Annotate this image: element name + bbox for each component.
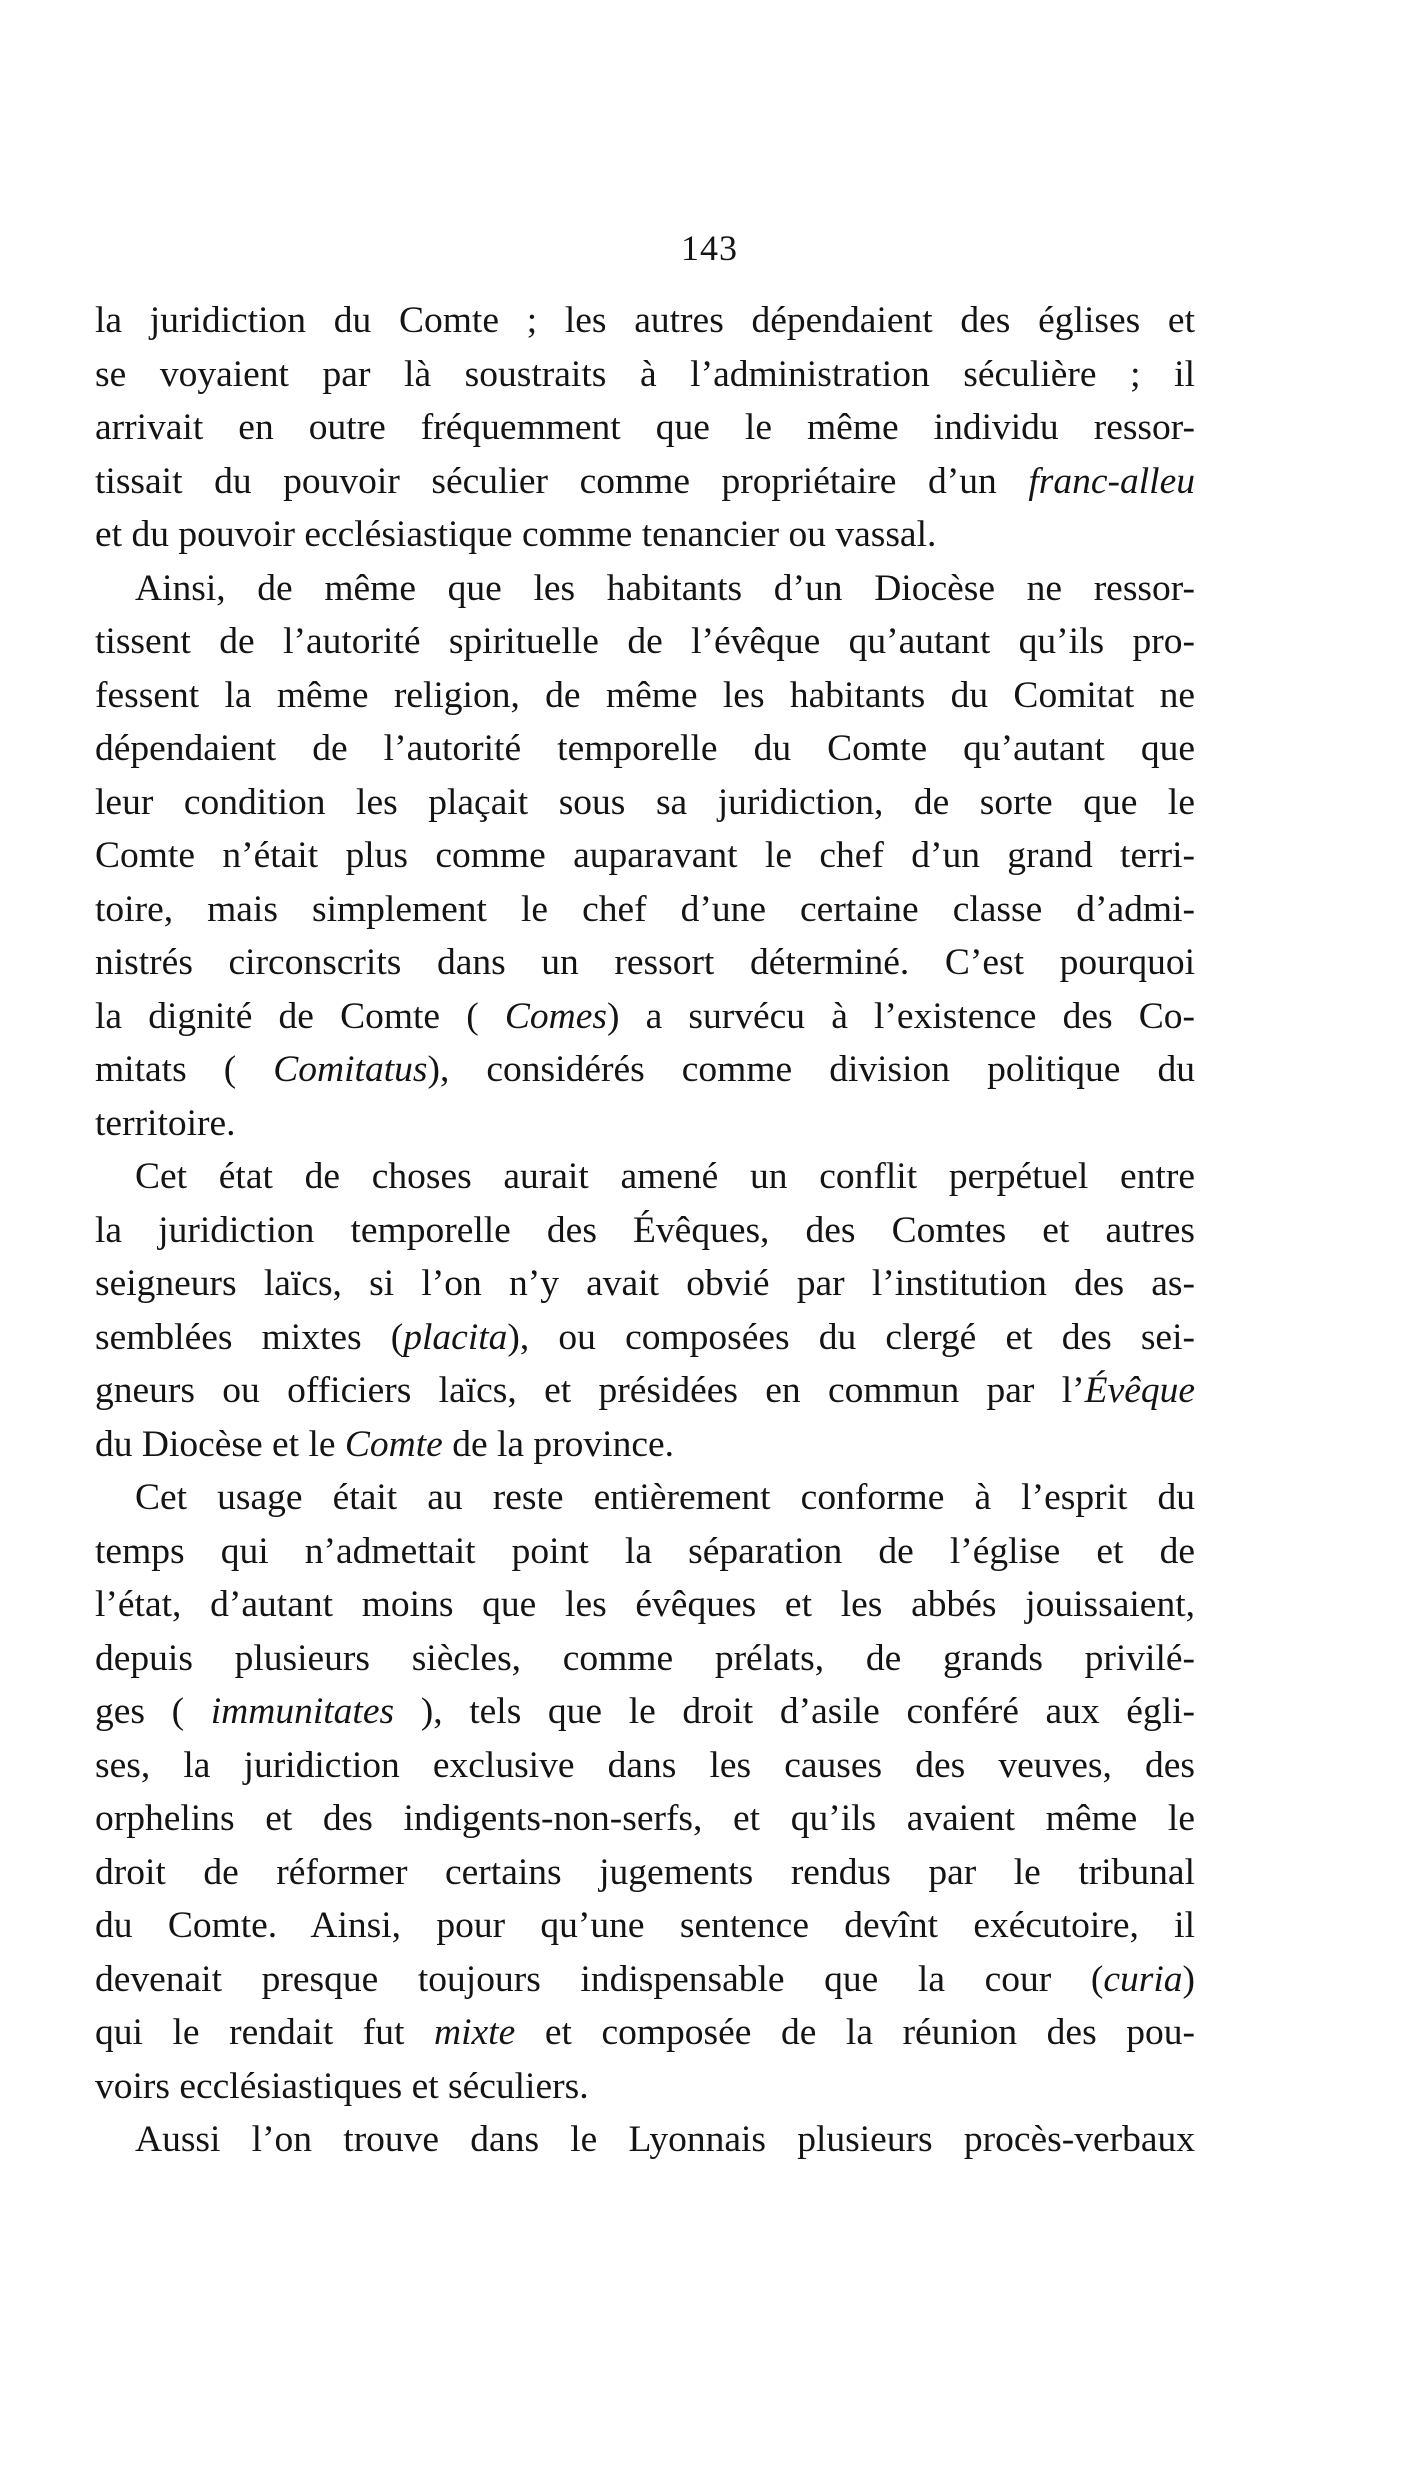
text-line [95, 1204, 1195, 1258]
italic-term: Comitatus [273, 1049, 428, 1090]
text-run: temps qui n’admettait point la séparation de l’église et de [95, 1530, 1195, 1572]
italic-term: Évêque [1084, 1370, 1195, 1411]
text-run: ), tels que le droit d’asile conféré aux égli- [394, 1691, 1195, 1732]
italic-term: franc-alleu [1028, 460, 1195, 502]
text-run: la juridiction du Comte ; les autres dépendaient des églises et [95, 300, 1195, 341]
text-run: et du pouvoir ecclésiastique comme tenancier ou vassal. [95, 514, 937, 555]
text-run: arrivait en outre fréquemment que le même individu ressor- [95, 407, 1195, 448]
text-run: toire, mais simplement le chef d’une certaine classe d’admi- [95, 888, 1195, 930]
text-run: tissait du pouvoir séculier comme propriétaire d’un [95, 460, 1029, 502]
text-line [95, 1792, 1195, 1846]
italic-term: immunitates [210, 1691, 395, 1732]
paragraph [95, 2113, 1195, 2167]
text-run: la dignité de Comte ( [95, 995, 505, 1037]
text-line [95, 1632, 1195, 1686]
italic-term: curia [1103, 1958, 1183, 2000]
paragraph [95, 1150, 1195, 1471]
text-run: Comte n’était plus comme auparavant le chef d’un grand terri- [95, 835, 1195, 876]
text-run: devenait presque toujours indispensable que la cour ( [95, 1958, 1104, 2000]
text-line [95, 401, 1195, 455]
text-run: du Diocèse et le [95, 1423, 345, 1465]
text-run: droit de réformer certains jugements rendus par le tribunal [95, 1851, 1195, 1893]
text-run: mitats ( [95, 1049, 274, 1090]
body-text [95, 294, 1195, 2167]
text-line [95, 776, 1195, 830]
italic-term: placita [403, 1316, 508, 1358]
paragraph [95, 294, 1195, 562]
text-run: Ainsi, de même que les habitants d’un Diocèse ne ressor- [135, 567, 1195, 609]
text-line [95, 1685, 1195, 1739]
text-run: la juridiction temporelle des Évêques, des Comtes et autres [95, 1209, 1195, 1251]
text-run: fessent la même religion, de même les habitants du Comitat ne [95, 674, 1195, 716]
text-line [95, 1953, 1195, 2007]
text-run: ses, la juridiction exclusive dans les causes des veuves, des [95, 1744, 1195, 1786]
text-line [95, 615, 1195, 669]
text-run: gneurs ou officiers laïcs, et présidées en commun par l’ [95, 1370, 1085, 1411]
text-run: ), considérés comme division politique du [427, 1049, 1195, 1090]
text-run: tissent de l’autorité spirituelle de l’évêque qu’autant qu’ils pro- [95, 621, 1195, 662]
text-run: ges ( [95, 1691, 211, 1732]
text-run: de la province. [442, 1423, 674, 1465]
text-run: ) a survécu à l’existence des Co- [606, 995, 1195, 1037]
text-line [95, 1150, 1195, 1204]
text-run: orphelins et des indigents-non-serfs, et qu’ils avaient même le [95, 1798, 1195, 1839]
text-line [95, 1525, 1195, 1579]
text-line [95, 508, 1195, 562]
italic-term: Comte [344, 1423, 443, 1465]
text-run: nistrés circonscrits dans un ressort déterminé. C’est pourquoi [95, 942, 1195, 983]
text-run: et composée de la réunion des pou- [515, 2012, 1195, 2053]
text-line [95, 2006, 1195, 2060]
text-line [95, 2113, 1195, 2167]
text-run: leur condition les plaçait sous sa juridiction, de sorte que le [95, 781, 1195, 823]
text-line [95, 562, 1195, 616]
text-line [95, 1257, 1195, 1311]
text-run: dépendaient de l’autorité temporelle du Comte qu’autant que [95, 728, 1195, 769]
text-run: ) [1182, 1958, 1195, 2000]
text-line [95, 1578, 1195, 1632]
text-line [95, 1364, 1195, 1418]
paragraph [95, 1471, 1195, 2113]
text-run: seigneurs laïcs, si l’on n’y avait obvié par l’institution des as- [95, 1263, 1195, 1304]
text-line [95, 348, 1195, 402]
text-line [95, 936, 1195, 990]
text-line [95, 669, 1195, 723]
text-run: se voyaient par là soustraits à l’administration séculière ; il [95, 353, 1195, 395]
text-line [95, 1846, 1195, 1900]
text-line [95, 1418, 1195, 1472]
text-run: Aussi l’on trouve dans le Lyonnais plusieurs procès-verbaux [135, 2119, 1195, 2160]
text-line [95, 883, 1195, 937]
text-line [95, 722, 1195, 776]
text-line [95, 1097, 1195, 1151]
text-line [95, 1899, 1195, 1953]
text-line [95, 1471, 1195, 1525]
text-line [95, 1739, 1195, 1793]
text-run: semblées mixtes ( [95, 1316, 404, 1358]
text-run: voirs ecclésiastiques et séculiers. [95, 2065, 589, 2107]
text-run: depuis plusieurs siècles, comme prélats, de grands privilé- [95, 1637, 1195, 1679]
paragraph [95, 562, 1195, 1151]
text-line [95, 829, 1195, 883]
text-run: qui le rendait fut [95, 2012, 435, 2053]
text-run: du Comte. Ainsi, pour qu’une sentence devînt exécutoire, il [95, 1905, 1195, 1946]
text-run: Cet usage était au reste entièrement conforme à l’esprit du [135, 1477, 1195, 1518]
text-line [95, 294, 1195, 348]
text-line [95, 990, 1195, 1044]
text-line [95, 2060, 1195, 2114]
text-run: l’état, d’autant moins que les évêques et les abbés jouissaient, [95, 1584, 1195, 1625]
italic-term: Comes [504, 995, 607, 1037]
page-number: 143 [681, 228, 738, 268]
text-line [95, 1311, 1195, 1365]
text-line [95, 455, 1195, 509]
text-run: Cet état de choses aurait amené un conflit perpétuel entre [135, 1156, 1195, 1197]
italic-term: mixte [434, 2012, 516, 2053]
text-line [95, 1043, 1195, 1097]
text-run: territoire. [95, 1102, 236, 1144]
text-run: ), ou composées du clergé et des sei- [507, 1316, 1195, 1358]
